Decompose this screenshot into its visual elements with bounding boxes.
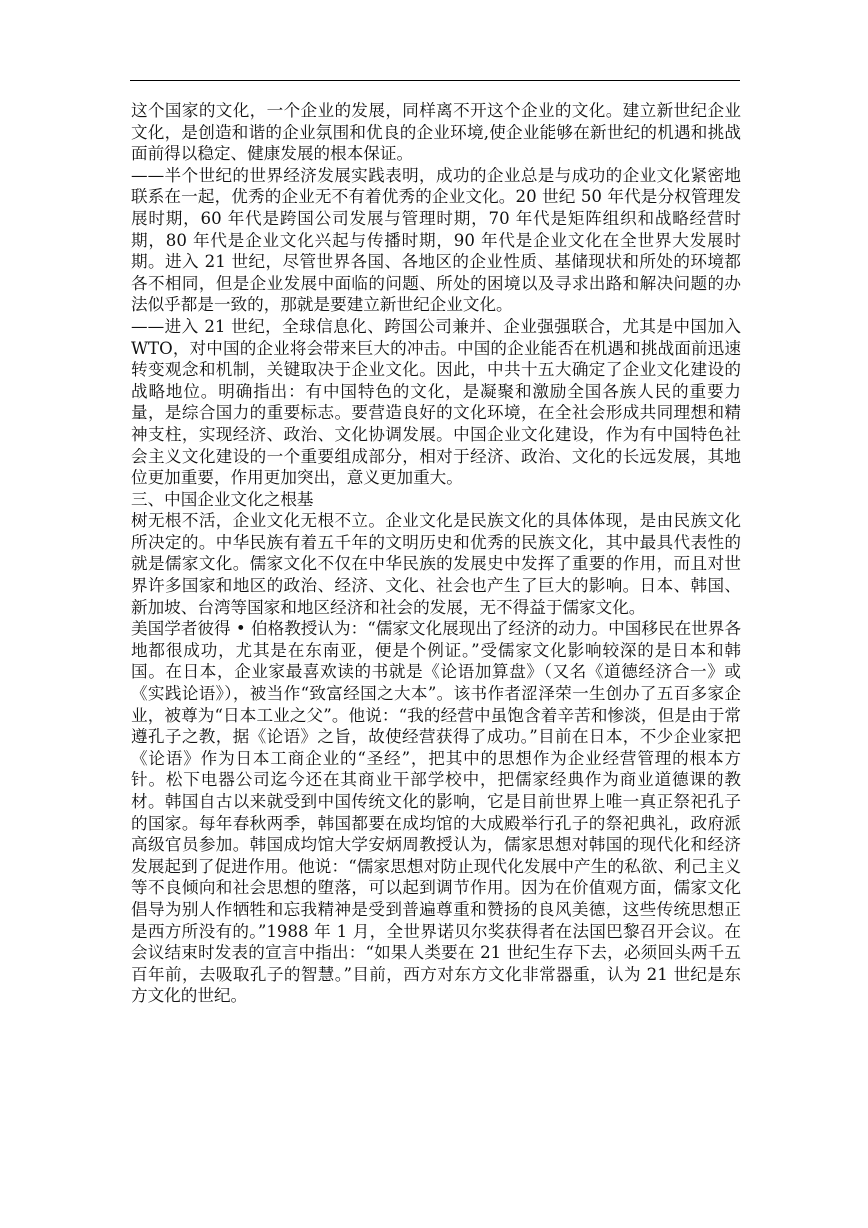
header-rule xyxy=(130,80,740,81)
paragraph-roots-of-culture: 树无根不活，企业文化无根不立。企业文化是民族文化的具体体现，是由民族文化所决定的。中华民族有着五千年的文明历史和优秀的民族文化，其中最具代表性的就是儒家文化。儒家文化不仅在中华民族的发展史中发挥了重要的作用，而且对世界许多国家和地区的政治、经济、文化、社会也产生了巨大的影响。日本、韩国、新加坡、台湾等国家和地区经济和社会的发展，无不得益于儒家文化。 xyxy=(131,511,741,617)
paragraph-confucian-influence: 美国学者彼得 • 伯格教授认为：“儒家文化展现出了经济的动力。中国移民在世界各地都很成功，尤其是在东南亚，便是个例证。”受儒家文化影响较深的是日本和韩国。在日本，企业家最喜欢读的书就是《论语加算盘》（又名《道德经济合一》或《实践论语》），被当作“致富经国之大本”。该书作者涩泽荣一生创办了五百多家企业，被尊为“日本工业之父”。他说：“我的经营中虽饱含着辛苦和惨淡，但是由于常遵孔子之教，据《论语》之旨，故使经营获得了成功。”目前在日本，不少企业家把《论语》作为日本工商企业的“圣经”，把其中的思想作为企业经营管理的根本方针。松下电器公司迄今还在其商业干部学校中，把儒家经典作为商业道德课的教材。韩国自古以来就受到中国传统文化的影响，它是目前世界上唯一真正祭祀孔子的国家。每年春秋两季，韩国都要在成均馆的大成殿举行孔子的祭祀典礼，政府派高级官员参加。韩国成均馆大学安炳周教授认为，儒家思想对韩国的现代化和经济发展起到了促进作用。他说：“儒家思想对防止现代化发展中产生的私欲、利己主义等不良倾向和社会思想的堕落，可以起到调节作用。因为在价值观方面，儒家文化倡导为别人作牺牲和忘我精神是受到普遍尊重和赞扬的良风美德，这些传统思想正是西方所没有的。”1988 年 1 月，全世界诺贝尔奖获得者在法国巴黎召开会议。在会议结束时发表的宣言中指出：“如果人类要在 21 世纪生存下去，必须回头两千五百年前，去吸取孔子的智慧。”目前，西方对东方文化非常器重，认为 21 世纪是东方文化的世纪。 xyxy=(131,619,741,1006)
document-body xyxy=(131,100,741,1007)
paragraph-enterprise-culture-foundation: 这个国家的文化，一个企业的发展，同样离不开这个企业的文化。建立新世纪企业文化，是创造和谐的企业氛围和优良的企业环境,使企业能够在新世纪的机遇和挑战面前得以稳定、健康发展的根本保证。 xyxy=(131,101,741,164)
section-heading: 三、中国企业文化之根基 xyxy=(131,489,314,509)
paragraph-world-economy-practice: ——半个世纪的世界经济发展实践表明，成功的企业总是与成功的企业文化紧密地联系在一起，优秀的企业无不有着优秀的企业文化。20 世纪 50 年代是分权管理发展时期，60 年代是跨国公司发展与管理时期，70 年代是矩阵组织和战略经营时期，80 年代是企业文化兴起与传播时期，90 年代是企业文化在全世界大发展时期。进入 21 世纪，尽管世界各国、各地区的企业性质、基储现状和所处的环境都各不相同，但是企业发展中面临的问题、所处的困境以及寻求出路和解决问题的办法似乎都是一致的，那就是要建立新世纪企业文化。 xyxy=(131,165,741,315)
paragraph-21st-century-wto: ——进入 21 世纪，全球信息化、跨国公司兼并、企业强强联合，尤其是中国加入 WTO，对中国的企业将会带来巨大的冲击。中国的企业能否在机遇和挑战面前迅速转变观念和机制，关键取决于企业文化。因此，中共十五大确定了企业文化建设的战略地位。明确指出：有中国特色的文化，是凝聚和激励全国各族人民的重要力量，是综合国力的重要标志。要营造良好的文化环境，在全社会形成共同理想和精神支柱，实现经济、政治、文化协调发展。中国企业文化建设，作为有中国特色社会主义文化建设的一个重要组成部分，相对于经济、政治、文化的长远发展，其地位更加重要，作用更加突出，意义更加重大。 xyxy=(131,316,741,488)
